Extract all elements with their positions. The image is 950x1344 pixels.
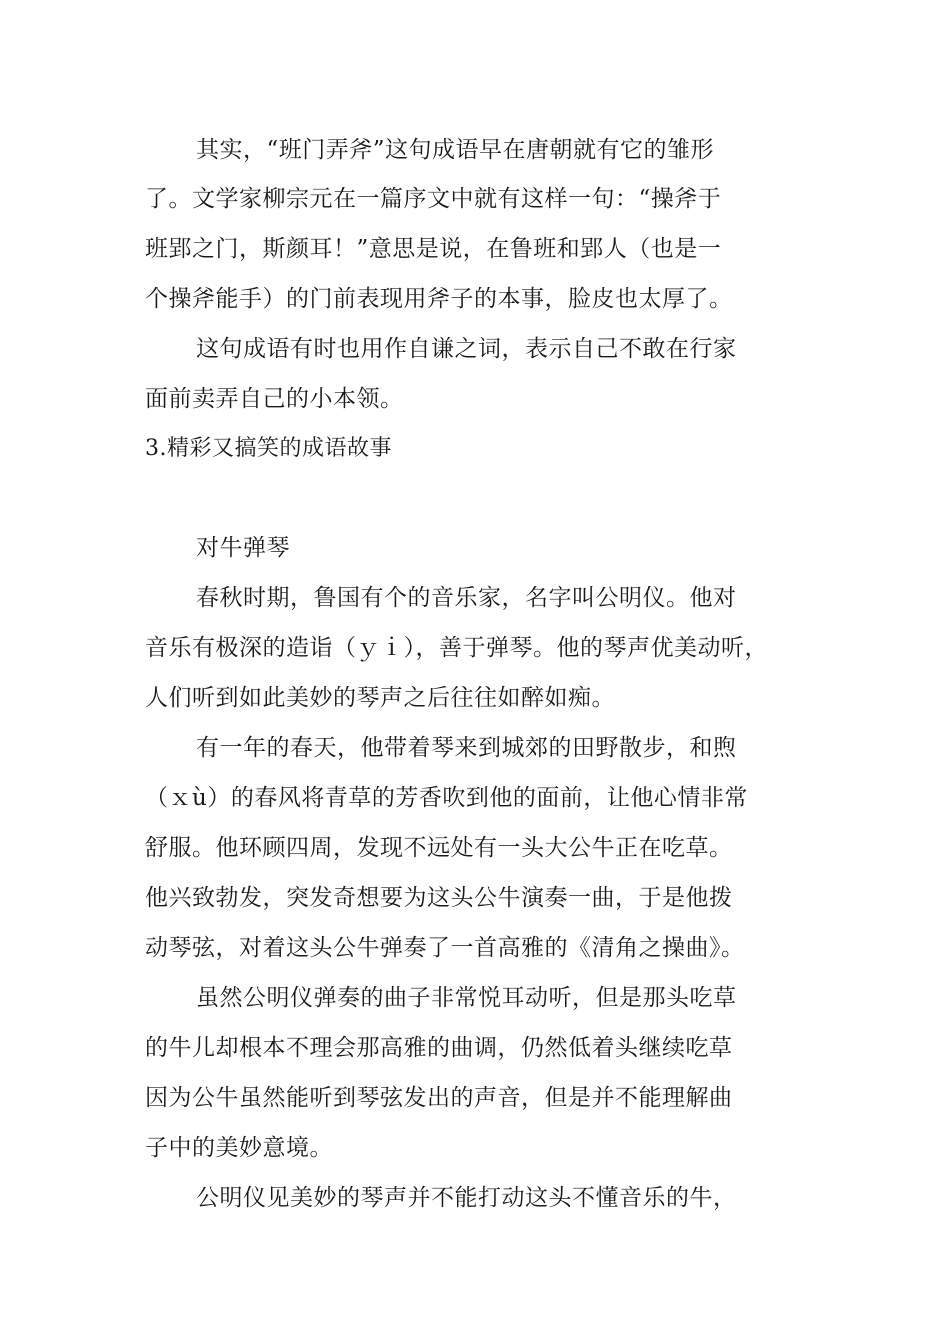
paragraph-line: 有一年的春天，他带着琴来到城郊的田野散步，和煦 xyxy=(196,735,737,761)
paragraph-line: 了。文学家柳宗元在一篇序文中就有这样一句：“操斧于 xyxy=(145,186,722,212)
paragraph-line: 音乐有极深的造诣（ｙｉ），善于弹琴。他的琴声优美动听， xyxy=(145,635,768,661)
paragraph-line: 这句成语有时也用作自谦之词，表示自己不敢在行家 xyxy=(196,336,737,362)
paragraph-line: 他兴致勃发，突发奇想要为这头公牛演奏一曲，于是他拨 xyxy=(145,885,733,911)
paragraph-line: 春秋时期，鲁国有个的音乐家，名字叫公明仪。他对 xyxy=(196,585,737,611)
paragraph-line: 的牛儿却根本不理会那高雅的曲调，仍然低着头继续吃草 xyxy=(145,1035,733,1061)
paragraph-line: 因为公牛虽然能听到琴弦发出的声音，但是并不能理解曲 xyxy=(145,1085,733,1111)
paragraph-line: 班郢之门，斯颜耳！”意思是说，在鲁班和郢人（也是一 xyxy=(145,236,722,262)
paragraph-line: 虽然公明仪弹奏的曲子非常悦耳动听，但是那头吃草 xyxy=(196,985,737,1011)
paragraph-line: 面前卖弄自己的小本领。 xyxy=(145,386,404,412)
section-heading: 3.精彩又搞笑的成语故事 xyxy=(145,436,392,461)
paragraph-line: 舒服。他环顾四周，发现不远处有一头大公牛正在吃草。 xyxy=(145,835,733,861)
paragraph-line: 公明仪见美妙的琴声并不能打动这头不懂音乐的牛， xyxy=(196,1185,737,1211)
paragraph-line: 人们听到如此美妙的琴声之后往往如醉如痴。 xyxy=(145,685,615,711)
story-title: 对牛弹琴 xyxy=(196,535,290,561)
paragraph-line: 其实，“班门弄斧”这句成语早在唐朝就有它的雏形 xyxy=(196,137,715,163)
paragraph-line: 个操斧能手）的门前表现用斧子的本事，脸皮也太厚了。 xyxy=(145,286,733,312)
paragraph-line: 子中的美妙意境。 xyxy=(145,1135,333,1161)
paragraph-line: （ｘù）的春风将青草的芳香吹到他的面前，让他心情非常 xyxy=(145,785,748,811)
paragraph-line: 动琴弦，对着这头公牛弹奏了一首高雅的《清角之操曲》。 xyxy=(145,935,745,961)
